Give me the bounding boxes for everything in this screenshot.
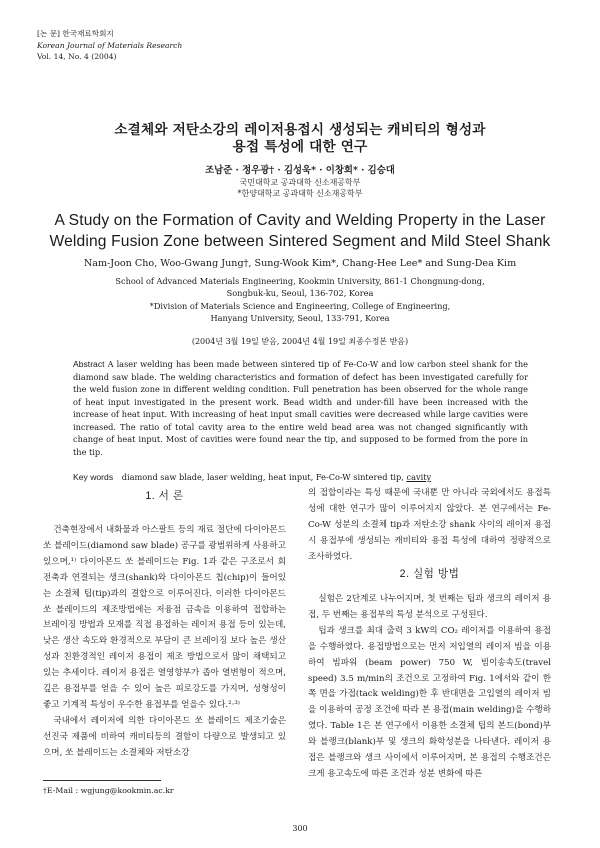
footnote-rule	[43, 780, 161, 781]
title-en-line2: Welding Fusion Zone between Sintered Segment and Mild Steel Shank	[49, 233, 551, 250]
journal-volume: Vol. 14, No. 4 (2004)	[37, 52, 117, 61]
authors-english: Nam-Joon Cho, Woo-Gwang Jung†, Sung-Wook Kim*, Chang-Hee Lee* and Sung-Dea Kim	[83, 258, 517, 269]
abstract-label: Abstract	[73, 359, 105, 369]
title-ko-line1: 소결체와 저탄소강의 레이저용접시 생성되는 캐비티의 형성과	[114, 122, 486, 138]
aff-en-line1: School of Advanced Materials Engineering, Kookmin University, 861-1 Chongnung-dong,	[115, 276, 485, 286]
section1-heading: 1. 서 론	[145, 490, 184, 502]
page-number: 300	[292, 824, 308, 833]
right-column-section2	[308, 592, 551, 783]
keywords-label: Key words	[73, 472, 114, 482]
title-en-line1: A Study on the Formation of Cavity and Welding Property in the Laser	[54, 212, 546, 229]
affiliations-english	[60, 275, 540, 325]
keywords-text: diamond saw blade, laser welding, heat input, Fe-Co-W sintered tip,	[121, 472, 404, 482]
received-dates: (2004년 3월 19일 받음, 2004년 4월 19일 최종수정본 받음)	[191, 337, 409, 346]
journal-name-ko: [논 문] 한국재료학회지	[37, 29, 114, 38]
method-paragraph-1: 실험은 2단계로 나누어지며, 첫 번째는 팁과 생크의 레이저 용접, 두 번째는 용접부의 특성 분석으로 구성된다.	[308, 594, 551, 620]
title-english	[22, 210, 578, 252]
intro-paragraph-continued: 의 접합이라는 특성 때문에 국내뿐 만 아니라 국외에서도 용접특성에 대한 연구가 많이 이루어지지 않았다. 본 연구에서는 Fe-Co-W 성분의 소결체 tip과 저탄소강 shank 사이의 레이저 용접시 용접부에 생성되는 캐비티와 용접 특성에 대하여 정량적으로 조사하였다.	[308, 488, 551, 562]
footnote-email: †E-Mail : wgjung@kookmin.ac.kr	[43, 786, 174, 795]
aff-en-line2: Songbuk-ku, Seoul, 136-702, Korea	[226, 288, 374, 299]
aff-en-line3: *Division of Materials Science and Engineering, College of Engineering,	[149, 300, 451, 311]
keywords-last: cavity	[406, 472, 432, 482]
intro-paragraph-2: 국내에서 레이저에 의한 다이아몬드 쏘 블레이드 제조기술은 선진국 제품에 비하여 캐비티등의 결함이 다량으로 발생되고 있으며, 쏘 블레이드는 소결체와 저탄소강	[43, 715, 286, 758]
method-paragraph-2: 팁과 생크를 최대 출력 3 kW의 CO₂ 레이저를 이용하여 용접을 수행하였다. 용접방법으로는 먼저 저입열의 레이저 빔을 이용하여 빔파워 (beam power) 750 W, 빔이송속도(travel speed) 3.5 m/min의 조건으로 고정하여 Fig. 1에서와 같이 한쪽 면을 가접(tack welding)한 후 반대면을 고입열의 레이저 빔을 이용하여 공정 조건에 따라 본 용접(main welding)을 수행하였다. Table 1은 본 연구에서 이용한 소결체 팁의 본드(bond)부와 블랭크(blank)부 및 생크의 화학성분을 나타낸다. 레이저 용접은 블랭크와 생크 사이에서 이루어지며, 본 용접의 수행조건은 크게 용고속도에 따른 조건과 성분 변화에 따른	[308, 625, 551, 779]
section2-heading: 2. 실험 방법	[399, 568, 460, 580]
abstract	[73, 358, 528, 458]
aff-ko-line1: 국민대학교 공과대학 신소재공학부	[239, 178, 361, 187]
keywords	[73, 472, 528, 482]
title-ko-line2: 용접 특성에 대한 연구	[232, 139, 368, 155]
aff-en-line4: Hanyang University, Seoul, 133-791, Korea	[210, 313, 390, 324]
right-column	[308, 486, 551, 566]
abstract-text: A laser welding has been made between sintered tip of Fe-Co-W and low carbon steel shank for the diamond saw blade. The welding characteristics and formation of defect has been investigated carefully for the weld fusion zone in different welding condition. Full penetration has been observed for the whole range of heat input investigated in the present work. Bead width and under-fill have been increased with the increase of heat input. With increasing of heat input small cavities were decreased while large cavities were increased. The ratio of total cavity area to the entire weld bead area was not changed significantly with change of heat input. Most of cavities were found near the tip, and supposed to be formed from the pore in the tip.	[73, 359, 528, 457]
title-korean	[60, 122, 540, 156]
journal-name-en: Korean Journal of Materials Research	[37, 40, 183, 50]
affiliations-korean	[60, 177, 540, 200]
authors-korean: 조남준 · 정우광† · 김성욱* · 이창희* · 김승대	[205, 165, 395, 176]
journal-header	[37, 28, 182, 63]
aff-ko-line2: *한양대학교 공과대학 신소재공학부	[237, 189, 363, 199]
intro-paragraph-1: 건축현장에서 내화물과 아스팔트 등의 재료 절단에 다이아몬드 쏘 블레이드(diamond saw blade) 공구를 광범위하게 사용하고 있으며,¹⁾ 다이아몬드 쏘 블레이드는 Fig. 1과 같은 구조로서 회전축과 연결되는 생크(shank)와 다이아몬드 칩(chip)이 들어있는 소결체 팁(tip)과의 결합으로 이루어진다. 이러한 다이아몬드 쏘 블레이드의 제조방법에는 저융점 금속을 이용하여 접합하는 브레이징 방법과 모재를 직접 용접하는 레이저 용접 등이 있는데, 낮은 생산 속도와 환경적으로 부담이 큰 브레이징 보다 높은 생산성과 친환경적인 레이저 용접이 제조 방법으로서 많이 채택되고 있는 추세이다. 레이저 용접은 열영향부가 좁아 열변형이 적으며, 깊은 용접부를 얻을 수 있어 높은 피로강도를 가지며, 성형성이 좋고 기계적 특성이 우수한 용접부를 얻을수 있다.²·³⁾	[43, 525, 286, 710]
left-column	[43, 523, 286, 762]
